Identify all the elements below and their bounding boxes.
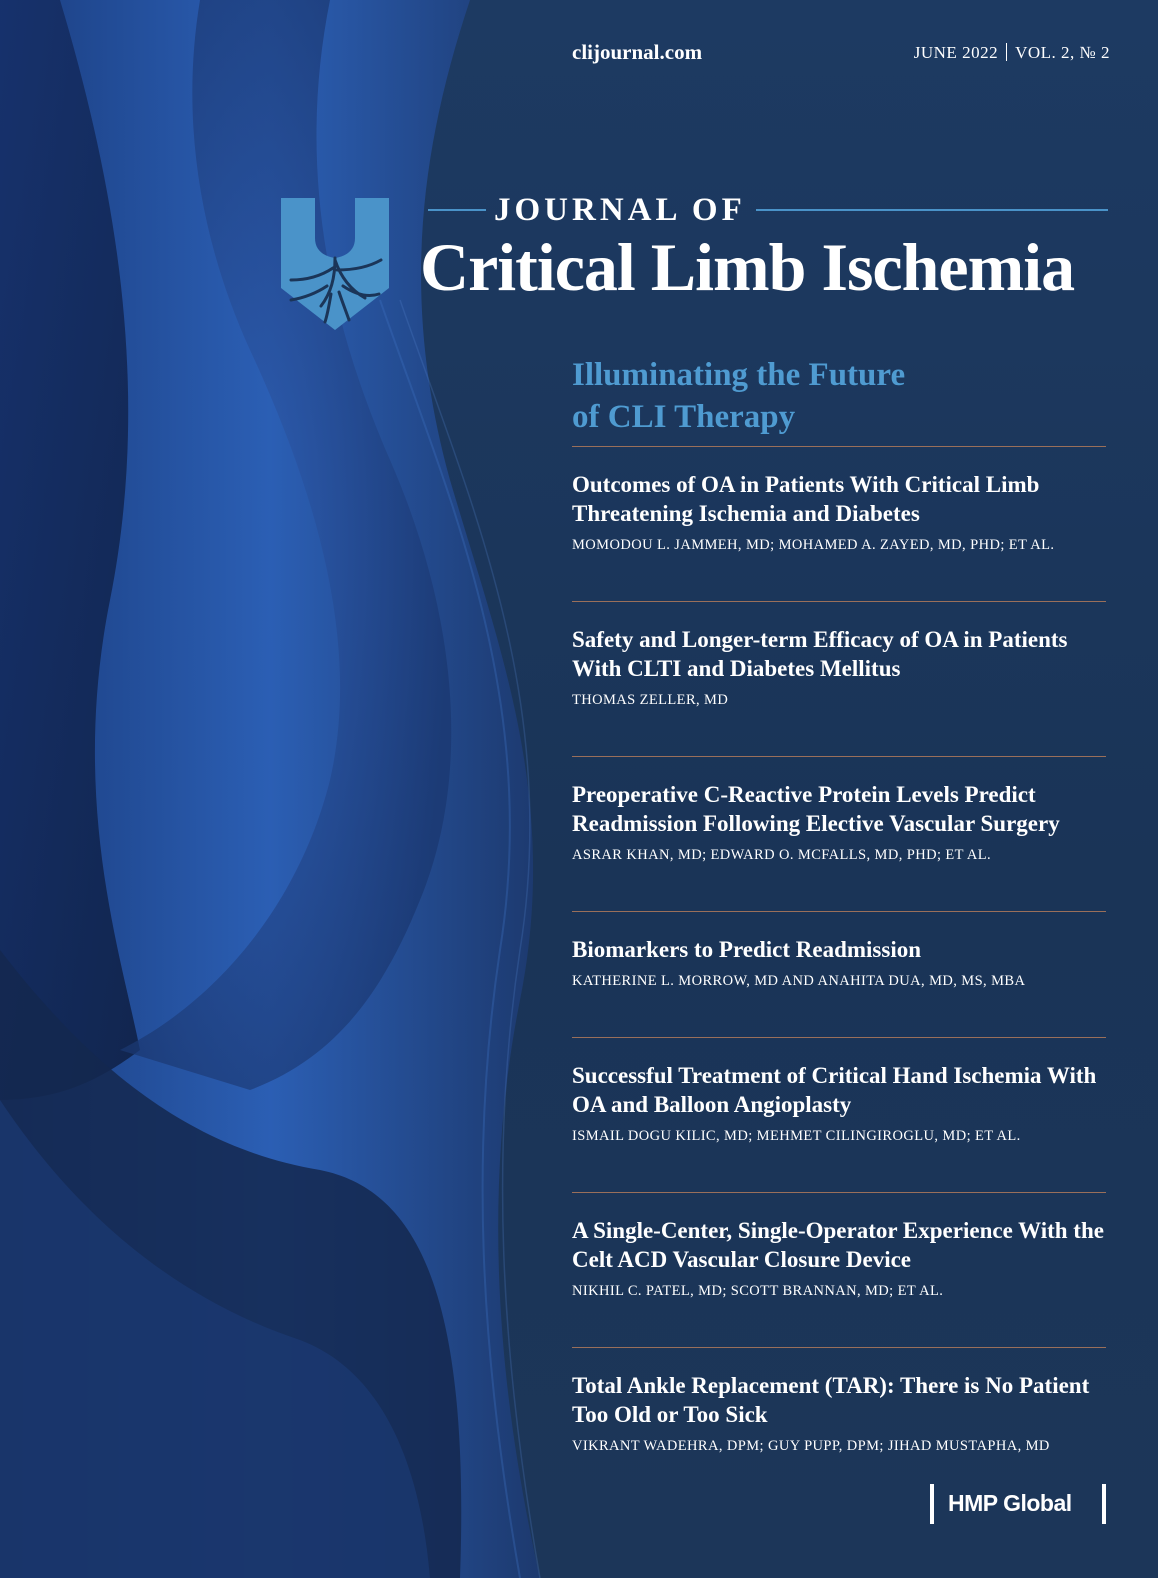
masthead-rule-left (428, 209, 486, 211)
article-title[interactable]: A Single-Center, Single-Operator Experience With the Celt ACD Vascular Closure Device (572, 1218, 1104, 1272)
article-authors: THOMAS ZELLER, MD (572, 692, 729, 708)
publisher-name: HMP Global (948, 1490, 1072, 1516)
publisher-logo-bar-left (930, 1484, 934, 1524)
article-item[interactable] (572, 601, 1106, 756)
article-authors: ISMAIL DOGU KILIC, MD; MEHMET CILINGIROGLU, MD; ET AL. (572, 1128, 1021, 1144)
article-item[interactable] (572, 756, 1106, 911)
shield-roots-icon (281, 198, 389, 330)
article-title[interactable]: Preoperative C-Reactive Protein Levels Predict Readmission Following Elective Vascular Surgery (572, 782, 1060, 836)
tagline-line-1: Illuminating the Future (572, 357, 906, 393)
article-authors: MOMODOU L. JAMMEH, MD; MOHAMED A. ZAYED, MD, PHD; ET AL. (572, 537, 1055, 553)
issue-info (914, 43, 1110, 63)
article-title[interactable]: Outcomes of OA in Patients With Critical Limb Threatening Ischemia and Diabetes (572, 472, 1040, 526)
journal-title: Critical Limb Ischemia (420, 229, 1075, 305)
article-item[interactable] (572, 446, 1106, 601)
article-list (572, 446, 1106, 1468)
masthead-rule-right (756, 209, 1108, 211)
issue-separator (1006, 43, 1007, 61)
issue-volume: VOL. 2, № 2 (1015, 43, 1110, 62)
article-authors: ASRAR KHAN, MD; EDWARD O. MCFALLS, MD, PHD; ET AL. (572, 847, 992, 863)
masthead-prefix-text: JOURNAL OF (494, 191, 746, 228)
article-item[interactable] (572, 1192, 1106, 1347)
issue-date: JUNE 2022 (913, 43, 999, 62)
masthead-prefix (428, 190, 1108, 230)
article-authors: NIKHIL C. PATEL, MD; SCOTT BRANNAN, MD; ET AL. (572, 1283, 944, 1299)
cover-tagline (572, 354, 972, 438)
article-item[interactable] (572, 1037, 1106, 1192)
article-authors: KATHERINE L. MORROW, MD AND ANAHITA DUA, MD, MS, MBA (572, 973, 1026, 989)
article-title[interactable]: Total Ankle Replacement (TAR): There is No Patient Too Old or Too Sick (572, 1373, 1090, 1427)
article-title[interactable]: Safety and Longer-term Efficacy of OA in Patients With CLTI and Diabetes Mellitus (572, 627, 1068, 681)
publisher-logo-bar-right (1102, 1484, 1106, 1524)
article-item[interactable] (572, 911, 1106, 1037)
publisher-logo (930, 1484, 1106, 1524)
website-url[interactable]: clijournal.com (572, 40, 703, 64)
article-title[interactable]: Successful Treatment of Critical Hand Ischemia With OA and Balloon Angioplasty (572, 1063, 1097, 1117)
article-item[interactable] (572, 1347, 1106, 1468)
article-title[interactable]: Biomarkers to Predict Readmission (572, 937, 922, 962)
article-authors: VIKRANT WADEHRA, DPM; GUY PUPP, DPM; JIHAD MUSTAPHA, MD (572, 1438, 1050, 1454)
tagline-line-2: of CLI Therapy (572, 399, 796, 435)
